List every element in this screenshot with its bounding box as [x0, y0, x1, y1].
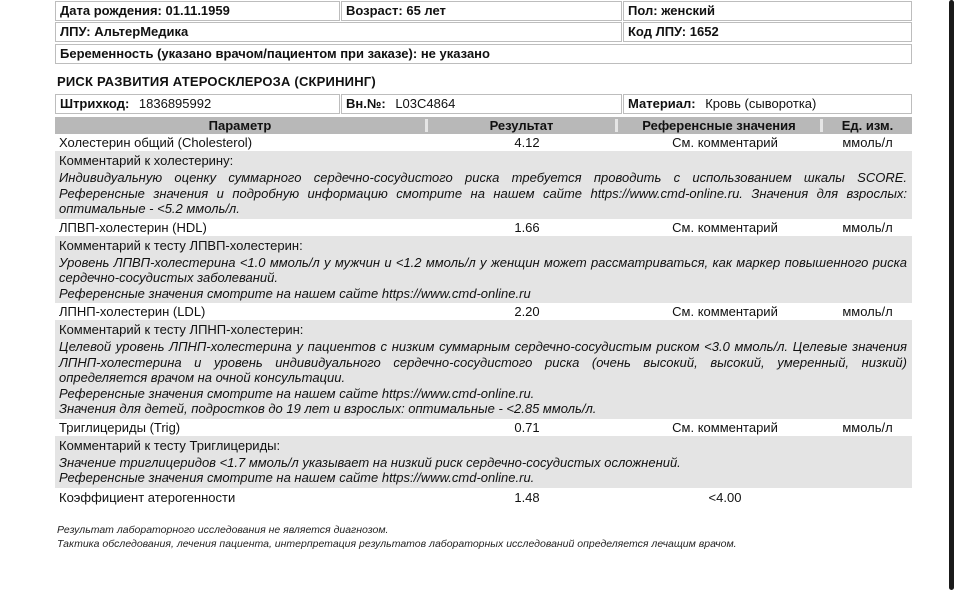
sex-value: женский [661, 3, 716, 18]
row-unit: ммоль/л [842, 219, 893, 235]
pregnancy-value: не указано [420, 46, 490, 61]
material-label: Материал: [628, 96, 696, 111]
age-label: Возраст: [346, 3, 403, 18]
comment-line: Референсные значения смотрите на нашем сайте https://www.cmd-online.ru. [59, 385, 535, 401]
age-field [341, 1, 622, 21]
barcode-label: Штрихкод: [60, 96, 130, 111]
row-result: 0.71 [514, 419, 540, 435]
comment-title: Комментарий к холестерину: [59, 153, 234, 168]
row-reference: См. комментарий [672, 304, 778, 319]
header-unit: Ед. изм. [841, 118, 894, 133]
row-unit: ммоль/л [842, 135, 893, 150]
comment-block [55, 320, 912, 419]
comment-line: Значение триглицеридов <1.7 ммоль/л указывает на низкий риск сердечно-сосудистых осложнений. [59, 454, 681, 470]
comment-body [59, 170, 907, 217]
comment-body [59, 339, 907, 417]
header-result: Результат [489, 118, 554, 133]
lpu-field [55, 22, 622, 42]
lpu-code-value: 1652 [689, 24, 719, 39]
lpu-label: ЛПУ: [60, 24, 91, 39]
comment-line: Референсные значения смотрите на нашем сайте https://www.cmd-online.ru [59, 285, 531, 301]
pregnancy-field [55, 44, 912, 64]
internal-number-label: Вн.№: [346, 96, 386, 111]
comment-block [55, 151, 912, 219]
footer-notes [57, 523, 737, 551]
barcode-field [55, 94, 340, 114]
row-reference: См. комментарий [672, 419, 778, 435]
row-parameter: ЛПВП-холестерин (HDL) [59, 219, 207, 235]
age-value: 65 лет [406, 3, 446, 18]
row-unit: ммоль/л [842, 419, 893, 435]
comment-body [59, 455, 907, 486]
row-reference: <4.00 [708, 489, 742, 505]
row-unit: ммоль/л [842, 304, 893, 319]
comment-block [55, 236, 912, 304]
footer-line: Результат лабораторного исследования не является диагнозом. [57, 524, 389, 536]
dob-value: 01.11.1959 [165, 3, 230, 18]
results-table [55, 117, 912, 506]
dob-field [55, 1, 340, 21]
pregnancy-label: Беременность (указано врачом/пациентом при заказе): [60, 46, 418, 61]
vertical-scrollbar[interactable] [949, 0, 954, 590]
table-row [55, 488, 912, 506]
row-result: 1.66 [514, 219, 540, 235]
comment-title: Комментарий к тесту ЛПВП-холестерин: [59, 237, 303, 253]
table-row [55, 134, 912, 151]
dob-label: Дата рождения: [60, 3, 162, 18]
barcode-value: 1836895992 [138, 96, 212, 111]
header-parameter: Параметр [208, 118, 272, 133]
row-reference: См. комментарий [672, 135, 778, 150]
row-parameter: Коэффициент атерогенности [59, 489, 236, 505]
row-result: 2.20 [514, 304, 540, 319]
internal-number-field [341, 94, 622, 114]
comment-line: Целевой уровень ЛПНП-холестерина у пациентов с низким суммарным сердечно-сосудистым риском <3.0 ммоль/л. Целевые значения ЛПНП-холестерина и уровень индивидуального сердечно-сосудистого риска (очень высокий, высокий, умеренный, низкий) определяется врачом на очной консультации. [59, 339, 907, 385]
table-row [55, 303, 912, 320]
comment-body [59, 255, 907, 302]
comment-title: Комментарий к тесту Триглицериды: [59, 437, 281, 453]
internal-number-value: L03C4864 [395, 96, 456, 111]
comment-line: Уровень ЛПВП-холестерина <1.0 ммоль/л у мужчин и <1.2 ммоль/л у женщин может рассматриваться, как маркер повышенного риска сердечно-сосудистых заболеваний. [59, 254, 907, 285]
row-parameter: Холестерин общий (Cholesterol) [59, 135, 253, 150]
comment-line: Значения для детей, подростков до 19 лет и взрослых: оптимальные - <2.85 ммоль/л. [59, 401, 597, 416]
table-header [55, 117, 912, 134]
section-title: РИСК РАЗВИТИЯ АТЕРОСКЛЕРОЗА (СКРИНИНГ) [57, 74, 376, 89]
lpu-code-field [623, 22, 912, 42]
material-value: Кровь (сыворотка) [705, 96, 817, 111]
footer-line: Тактика обследования, лечения пациента, интерпретация результатов лабораторных исследований определяется лечащим врачом. [57, 538, 737, 550]
header-reference: Референсные значения [642, 118, 796, 133]
comment-block [55, 436, 912, 488]
row-result: 4.12 [514, 135, 540, 150]
table-row [55, 219, 912, 236]
row-reference: См. комментарий [672, 219, 778, 235]
lpu-code-label: Код ЛПУ: [628, 24, 687, 39]
lpu-value: АльтерМедика [94, 24, 189, 39]
table-row [55, 419, 912, 436]
sex-field [623, 1, 912, 21]
material-field [623, 94, 912, 114]
comment-line: Референсные значения смотрите на нашем сайте https://www.cmd-online.ru. [59, 470, 535, 485]
row-parameter: Триглицериды (Trig) [59, 419, 181, 435]
row-parameter: ЛПНП-холестерин (LDL) [59, 304, 206, 319]
comment-title: Комментарий к тесту ЛПНП-холестерин: [59, 322, 304, 337]
row-result: 1.48 [514, 489, 540, 505]
comment-line: Индивидуальную оценку суммарного сердечно-сосудистого риска требуется проводить с использованием шкалы SCORE. Референсные значения и подробную информацию смотрите на нашем сайте https://www.cmd-online.ru. Значения для взрослых: оптимальные - <5.2 ммоль/л. [59, 170, 907, 216]
sex-label: Пол: [628, 3, 658, 18]
